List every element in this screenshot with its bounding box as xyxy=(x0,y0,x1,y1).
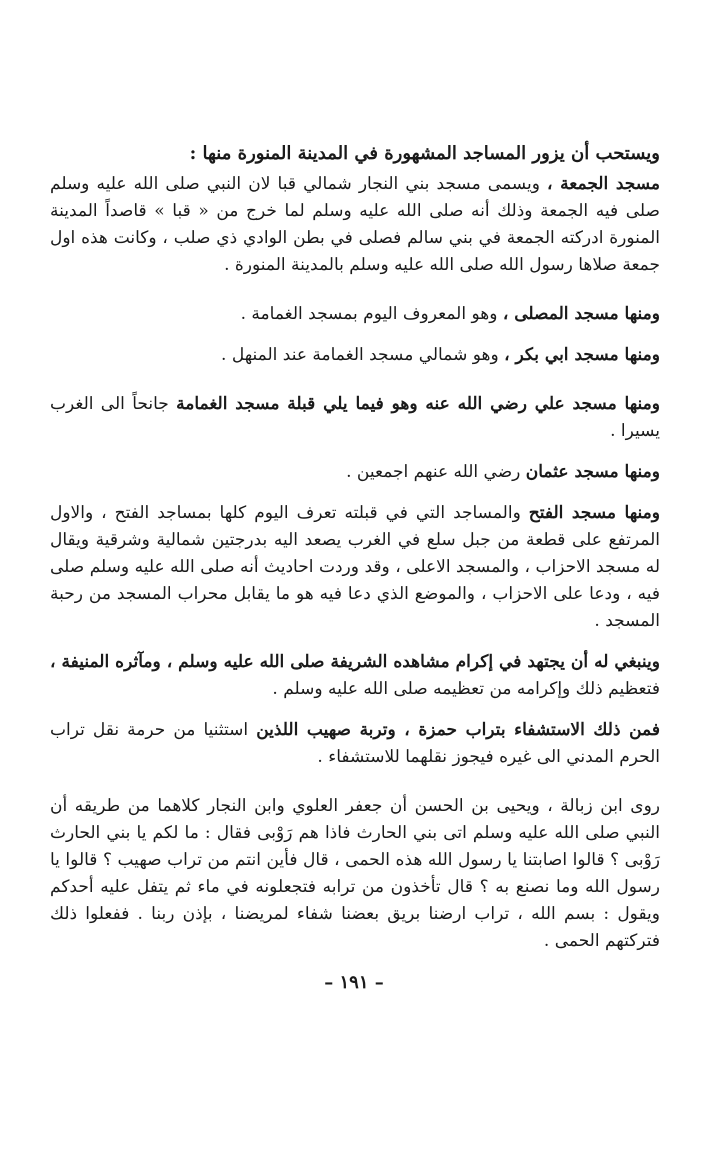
paragraph-5 xyxy=(50,459,660,486)
paragraph-7 xyxy=(50,649,660,703)
page-body xyxy=(50,140,660,955)
paragraph-5-text: رضي الله عنهم اجمعين . xyxy=(346,462,526,482)
paragraph-6-lead: ومنها مسجد الفتح xyxy=(528,503,660,523)
paragraph-1 xyxy=(50,171,660,279)
page-number: – ١٩١ – xyxy=(324,972,384,993)
paragraph-9-text: روى ابن زبالة ، ويحيى بن الحسن أن جعفر العلوي وابن النجار كلاهما من طريقه أن النبي صلى الله عليه وسلم اتى بني الحارث فاذا هم رَوْبى فقال : ما لكم يا بني الحارث رَوْبى ؟ قالوا اصابتنا يا رسول الله هذه الحمى ، قال فأين انتم من تراب صهيب ؟ قالوا يا رسول الله وما نصنع به ؟ قال تأخذون من ترابه فتجعلونه في ماء ثم يتفل عليه أحدكم ويقول : بسم الله ، تراب ارضنا بريق بعضنا شفاء لمريضنا ، بإذن ربنا . ففعلوا ذلك فتركتهم الحمى . xyxy=(50,796,660,951)
paragraph-1-text: ويسمى مسجد بني النجار شمالي قبا لان النبي صلى الله عليه وسلم صلى فيه الجمعة وذلك أنه صلى الله عليه وسلم لما خرج من « قبا » قاصداً المدينة المنورة ادركته الجمعة في بني سالم فصلى في بطن الوادي ذي صلب ، وكانت هذه اول جمعة صلاها رسول الله صلى الله عليه وسلم بالمدينة المنورة . xyxy=(50,174,660,275)
paragraph-3-text: وهو شمالي مسجد الغمامة عند المنهل . xyxy=(221,345,505,365)
paragraph-7-lead: وينبغي له أن يجتهد في إكرام مشاهده الشريفة صلى الله عليه وسلم ، ومآثره المنيفة ، xyxy=(50,652,660,672)
paragraph-8 xyxy=(50,717,660,771)
paragraph-2-text: وهو المعروف اليوم بمسجد الغمامة . xyxy=(240,304,503,324)
paragraph-2-lead: ومنها مسجد المصلى ، xyxy=(502,304,660,324)
paragraph-6-text: والمساجد التي في قبلته تعرف اليوم كلها بمساجد الفتح ، والاول المرتفع على قطعة من جبل سلع في الغرب يصعد اليه بدرجتين شمالية وشرقية ويقال له مسجد الاحزاب ، والمسجد الاعلى ، وقد وردت احاديث أنه صلى الله عليه وسلم صلى فيه ، ودعا على الاحزاب ، والموضع الذي دعا فيه هو ما يقابل محراب المسجد من رحبة المسجد . xyxy=(50,503,660,631)
paragraph-3 xyxy=(50,342,660,369)
paragraph-4-text: جانحاً الى الغرب يسيرا . xyxy=(50,394,660,441)
paragraph-2 xyxy=(50,301,660,328)
paragraph-5-lead: ومنها مسجد عثمان xyxy=(525,462,660,482)
paragraph-1-lead: مسجد الجمعة ، xyxy=(547,174,661,194)
paragraph-9 xyxy=(50,793,660,955)
section-heading: ويستحب أن يزور المساجد المشهورة في المدينة المنورة منها : xyxy=(189,143,660,164)
paragraph-8-text: استثنيا من حرمة نقل تراب الحرم المدني الى غيره فيجوز نقلهما للاستشفاء . xyxy=(50,720,660,767)
paragraph-8-lead: فمن ذلك الاستشفاء بتراب حمزة ، وتربة صهيب اللذين xyxy=(256,720,660,740)
paragraph-4 xyxy=(50,391,660,445)
paragraph-6 xyxy=(50,500,660,635)
paragraph-4-lead: ومنها مسجد علي رضي الله عنه وهو فيما يلي قبلة مسجد الغمامة xyxy=(176,394,660,414)
paragraph-3-lead: ومنها مسجد ابي بكر ، xyxy=(504,345,660,365)
paragraph-7-text: فتعظيم ذلك وإكرامه من تعظيمه صلى الله عليه وسلم . xyxy=(272,679,660,699)
